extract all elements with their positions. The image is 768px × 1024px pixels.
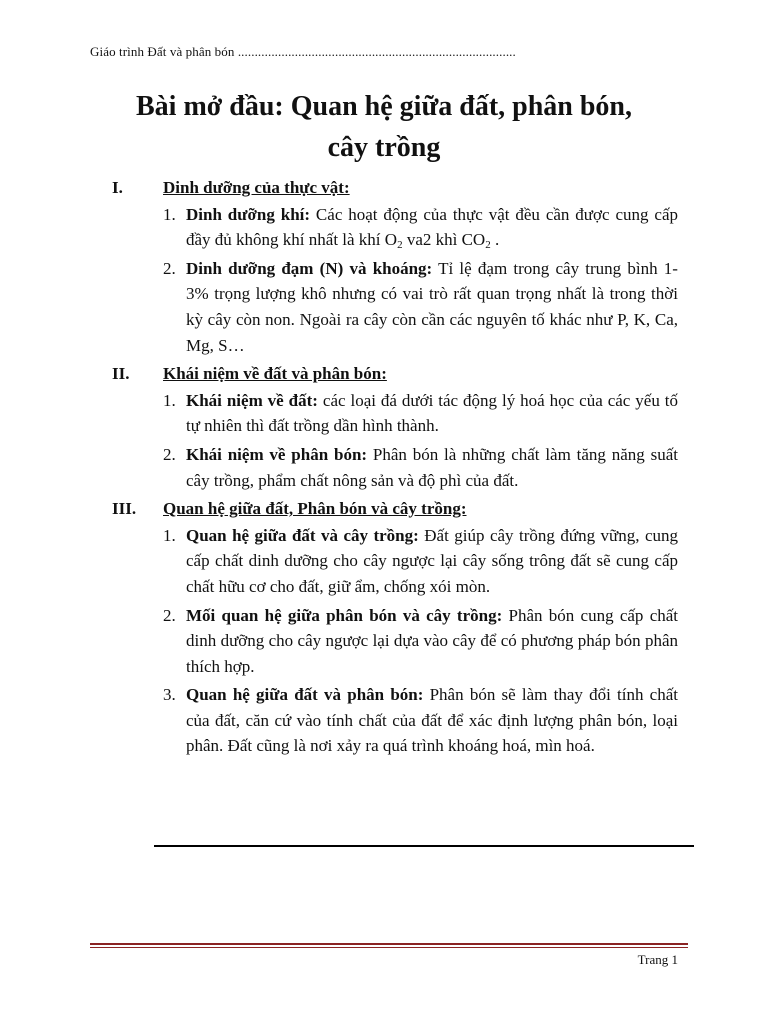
item-body: Phân bón là những chất làm tăng năng suất cây trồng, phẩm chất nông sản và độ phì của đất. — [186, 444, 678, 490]
section-heading-1 — [112, 175, 678, 201]
lesson-title-line-2: cây trồng — [327, 132, 441, 163]
item-term: Quan hệ giữa đất và phân bón: — [186, 685, 424, 705]
item-text — [186, 603, 678, 680]
item-term: Khái niệm về đất: — [186, 390, 318, 410]
item-number: 1. — [163, 204, 176, 224]
section-end-divider — [154, 845, 694, 847]
section-number: III. — [112, 499, 137, 519]
item-text — [186, 442, 678, 493]
item-number: 2. — [163, 258, 176, 278]
item-text — [186, 682, 678, 759]
running-header: Giáo trình Đất và phân bón ................................................................................... — [90, 44, 516, 59]
item-number: 2. — [163, 605, 176, 625]
section-title: Quan hệ giữa đất, Phân bón và cây trồng: — [163, 499, 467, 519]
lesson-body — [112, 175, 678, 762]
item-body: Phân bón cung cấp chất dinh dưỡng cho cây ngược lại dựa vào cây để có phương pháp bón phân thích hợp. — [186, 605, 679, 676]
section-number: I. — [112, 178, 123, 197]
item-body: các loại đá dưới tác động lý hoá học của các yếu tố tự nhiên thì đất trồng dần hình thành. — [186, 390, 678, 436]
item-number: 1. — [163, 390, 176, 410]
item-text — [186, 202, 678, 253]
list-item — [163, 603, 678, 680]
section-heading-3 — [112, 496, 678, 522]
subscript: 2 — [397, 239, 403, 252]
item-body: Các hoạt động của thực vật đều cần được cung cấp đầy đủ không khí nhất là khí O — [186, 204, 678, 250]
section-title: Dinh dưỡng của thực vật: — [163, 178, 350, 197]
item-term: Dinh dưỡng khí: — [186, 204, 311, 224]
list-item — [163, 388, 678, 439]
section-heading-2 — [112, 361, 678, 387]
footer-divider-thick — [90, 943, 688, 945]
lesson-title-line-1: Bài mở đầu: Quan hệ giữa đất, phân bón, — [135, 91, 632, 122]
lesson-title — [90, 86, 678, 168]
list-item — [163, 256, 678, 358]
item-body: Tỉ lệ đạm trong cây trung bình 1- 3% trọng lượng khô nhưng có vai trò rất quan trọng nhất là trong thời kỳ cây còn non. Ngoài ra cây còn cần các nguyên tố khác như P, K, Ca, Mg, S… — [186, 258, 678, 355]
list-item — [163, 523, 678, 600]
section-items-1 — [163, 202, 678, 359]
item-body: Phân bón sẽ làm thay đổi tính chất của đất, căn cứ vào tính chất của đất để xác định lượng phân bón, loại phân. Đất cũng là nơi xảy ra quá trình khoáng hoá, mìn hoá. — [186, 685, 679, 756]
item-term: Khái niệm về phân bón: — [186, 444, 368, 464]
list-item — [163, 202, 678, 253]
footer-divider-thin — [90, 947, 688, 948]
item-term: Dinh dưỡng đạm (N) và khoáng: — [186, 258, 433, 278]
item-body: va2 khì CO — [402, 230, 486, 250]
section-items-2 — [163, 388, 678, 493]
item-text — [186, 523, 678, 600]
item-text — [186, 388, 678, 439]
item-number: 1. — [163, 525, 176, 545]
list-item — [163, 442, 678, 493]
section-items-3 — [163, 523, 678, 759]
item-body: Đất giúp cây trồng đứng vững, cung cấp chất dinh dưỡng cho cây ngược lại cây sống trông đất sẽ cung cấp chất hữu cơ cho đất, giữ ẩm, chống xói mòn. — [186, 525, 679, 596]
section-number: II. — [112, 364, 130, 384]
list-item — [163, 682, 678, 759]
item-number: 3. — [163, 685, 176, 705]
item-body: . — [490, 230, 500, 250]
item-number: 2. — [163, 444, 176, 464]
section-title: Khái niệm về đất và phân bón: — [163, 364, 387, 384]
page-number: Trang 1 — [637, 952, 678, 967]
subscript: 2 — [485, 239, 491, 252]
item-text — [186, 256, 678, 358]
item-term: Quan hệ giữa đất và cây trồng: — [186, 525, 419, 545]
item-term: Mối quan hệ giữa phân bón và cây trồng: — [186, 605, 503, 625]
